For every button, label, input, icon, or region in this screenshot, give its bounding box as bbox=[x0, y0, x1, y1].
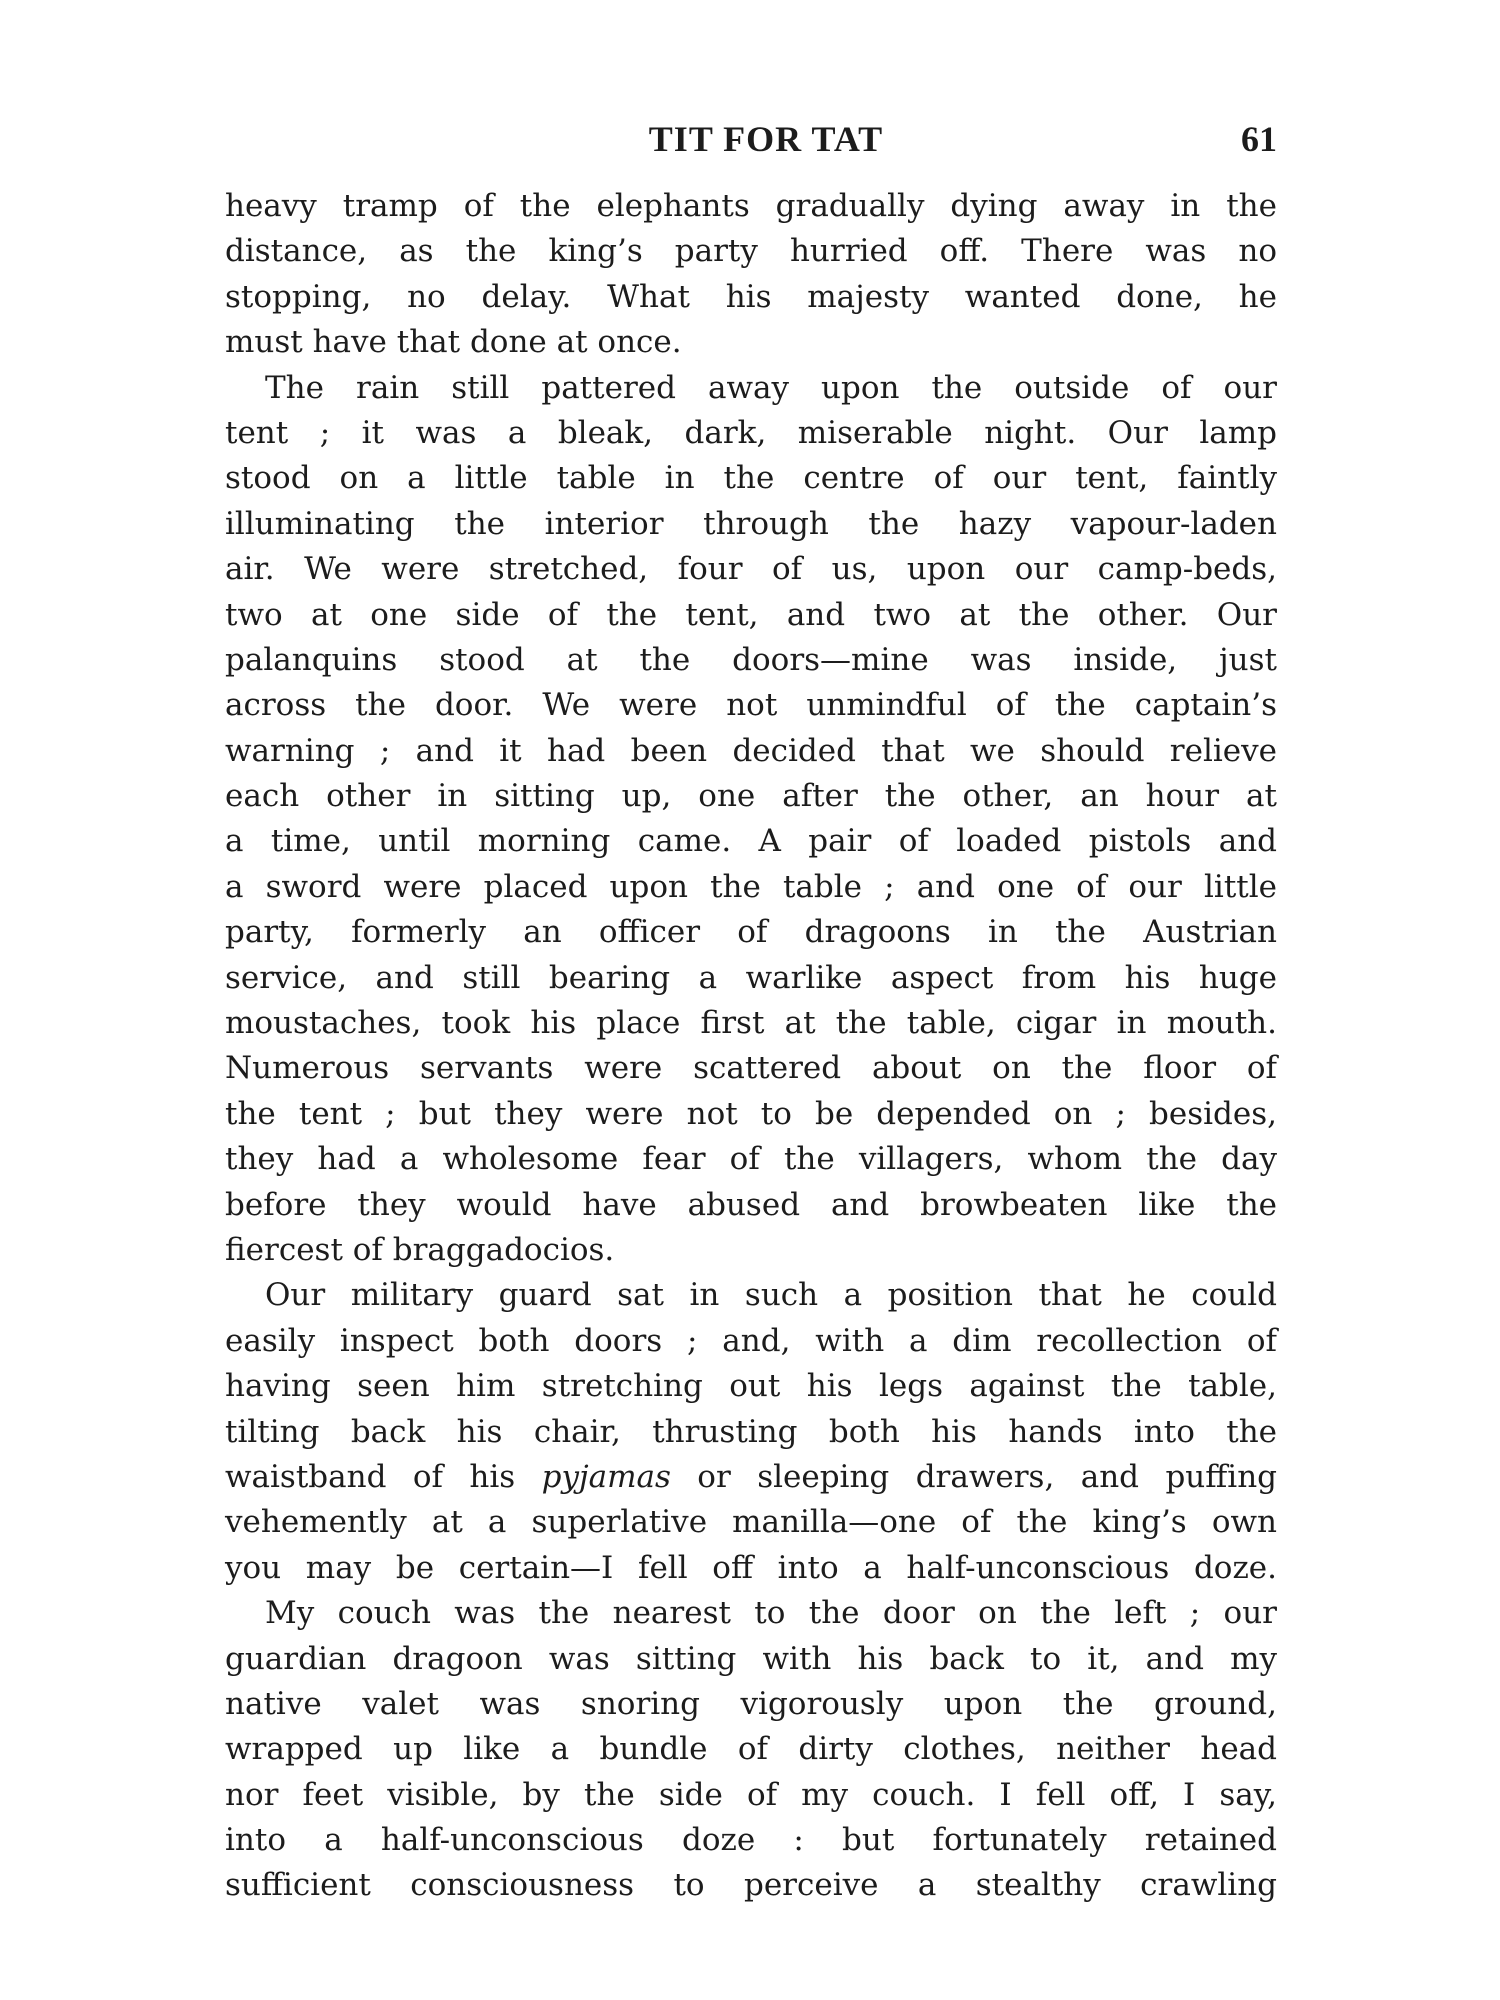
text-line: The rain still pattered away upon the outside of our bbox=[265, 369, 1277, 406]
text-line: each other in sitting up, one after the other, an hour at bbox=[225, 778, 1277, 815]
text-line: they had a wholesome fear of the villagers, whom the day bbox=[225, 1141, 1277, 1178]
text-line: you may be certain—I fell off into a half-unconscious doze. bbox=[225, 1549, 1277, 1586]
text-line: warning ; and it had been decided that we should relieve bbox=[225, 732, 1277, 769]
text-line: into a half-unconscious doze : but fortunately retained bbox=[225, 1822, 1277, 1859]
text-line: Our military guard sat in such a position that he could bbox=[265, 1277, 1277, 1314]
text-line: party, formerly an officer of dragoons in the Austrian bbox=[225, 914, 1277, 951]
page-number: 61 bbox=[1241, 119, 1277, 159]
text-line: two at one side of the tent, and two at the other. Our bbox=[225, 596, 1277, 633]
italic-term: pyjamas bbox=[541, 1458, 671, 1495]
text-line: having seen him stretching out his legs against the table, bbox=[225, 1368, 1277, 1405]
text-line: air. We were stretched, four of us, upon our camp-beds, bbox=[225, 551, 1277, 588]
text-line: distance, as the king’s party hurried off. There was no bbox=[225, 233, 1277, 270]
running-title: TIT FOR TAT bbox=[648, 119, 884, 159]
text-line: stopping, no delay. What his majesty wanted done, he bbox=[225, 278, 1277, 315]
text-line: guardian dragoon was sitting with his back to it, and my bbox=[225, 1640, 1277, 1677]
text-line: heavy tramp of the elephants gradually dying away in the bbox=[225, 188, 1277, 224]
text-line: the tent ; but they were not to be depended on ; besides, bbox=[225, 1095, 1277, 1132]
text-segment: waistband of his bbox=[225, 1458, 542, 1495]
text-line: moustaches, took his place first at the table, cigar in mouth. bbox=[225, 1005, 1277, 1042]
text-line: across the door. We were not unmindful of the captain’s bbox=[225, 687, 1277, 724]
book-page bbox=[225, 118, 1277, 1918]
text-line: a sword were placed upon the table ; and one of our little bbox=[225, 868, 1277, 905]
text-line: tent ; it was a bleak, dark, miserable night. Our lamp bbox=[225, 414, 1277, 451]
text-line: Numerous servants were scattered about on the floor of bbox=[225, 1050, 1277, 1087]
text-line: palanquins stood at the doors—mine was inside, just bbox=[225, 641, 1277, 678]
text-line: nor feet visible, by the side of my couch. I fell off, I say, bbox=[225, 1776, 1277, 1813]
text-line: native valet was snoring vigorously upon the ground, bbox=[225, 1685, 1277, 1722]
text-line: vehemently at a superlative manilla—one of the king’s own bbox=[225, 1504, 1277, 1541]
text-line: must have that done at once. bbox=[225, 324, 682, 361]
text-line: easily inspect both doors ; and, with a dim recollection of bbox=[225, 1322, 1277, 1359]
text-line: wrapped up like a bundle of dirty clothes, neither head bbox=[225, 1731, 1277, 1768]
text-line: fiercest of braggadocios. bbox=[225, 1231, 615, 1268]
text-line: illuminating the interior through the hazy vapour-laden bbox=[225, 505, 1277, 542]
text-line: sufficient consciousness to perceive a stealthy crawling bbox=[225, 1867, 1277, 1904]
text-line: before they would have abused and browbeaten like the bbox=[225, 1186, 1277, 1223]
text-line: service, and still bearing a warlike aspect from his huge bbox=[225, 959, 1277, 996]
text-line: My couch was the nearest to the door on the left ; our bbox=[265, 1595, 1277, 1632]
body-text bbox=[225, 184, 1277, 1909]
running-head bbox=[225, 118, 1277, 158]
text-line: stood on a little table in the centre of our tent, faintly bbox=[225, 460, 1277, 497]
text-line: a time, until morning came. A pair of loaded pistols and bbox=[225, 823, 1277, 860]
text-line bbox=[225, 1455, 1277, 1500]
text-segment: or sleeping drawers, and puffing bbox=[670, 1458, 1277, 1495]
text-line: tilting back his chair, thrusting both his hands into the bbox=[225, 1413, 1277, 1450]
